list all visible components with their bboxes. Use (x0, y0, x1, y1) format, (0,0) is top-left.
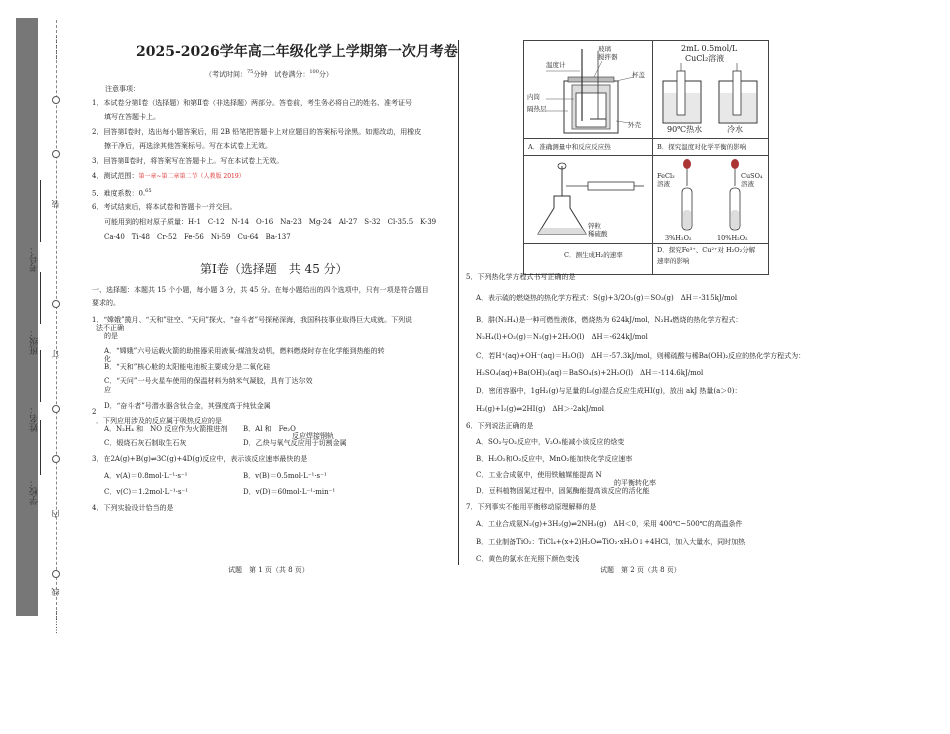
q3-option-c: C．v(C)＝1.2mol·L⁻¹·s⁻¹ (104, 488, 189, 496)
q2-number: 2 (92, 408, 97, 416)
binding-hole (52, 455, 60, 463)
q6-stem: 6．下列说法正确的是 (466, 422, 534, 430)
q2-option-a: A．N₂H₄ 和 NO 反应作为火箭推进剂 (104, 425, 228, 433)
q3-stem: 3．在2A(g)+B(g)⇌3C(g)+4D(g)反应中，表示该反应速率最快的是 (92, 455, 308, 463)
q2-option-b: B．Al 和 Fe₂O (243, 425, 296, 433)
q6-option-c: 的平衡转化率 (614, 479, 656, 487)
q1-option-a: A．“嫦娥”六号运载火箭的助推器采用液氧-煤油发动机，燃料燃烧时存在化学能到热能的转 (104, 347, 385, 355)
q2-stem: ．下列应用涉及的反应属于吸热反应的是 (96, 417, 222, 425)
q5-option-c: H₂SO₄(aq)+Ba(OH)₂(aq)＝BaSO₄(s)+2H₂O(l) ΔH＝-114.6kJ/mol (476, 369, 704, 377)
cell-d-caption: 速率的影响 (657, 257, 690, 265)
page-divider (458, 40, 459, 565)
binding-hole (52, 570, 60, 578)
label-zinc: 锌粒 (588, 222, 601, 230)
class-field-line[interactable] (40, 272, 41, 324)
q3-option-a: A．v(A)＝0.8mol·L⁻¹·s⁻¹ (104, 472, 188, 480)
binding-mark: 线 (51, 588, 60, 596)
q5-option-d: D．密闭容器中，1gH₂(g)与足量的I₂(g)混合反应生成HI(g)，放出 akJ 热量(a＞0)： (476, 387, 742, 395)
q1-option-a: 化 (104, 355, 111, 363)
binding-mark: 装 (51, 200, 60, 208)
label-cold-water: 冷水 (727, 125, 743, 134)
q5-option-c: C．若H⁺(aq)+OH⁻(aq)＝H₂O(l) ΔH＝-57.3kJ/mol，则稀硫酸与稀Ba(OH)₂反应的热化学方程式为： (476, 352, 806, 360)
page-title: 2025-2026学年高二年级化学上学期第一次月考卷 (136, 44, 458, 60)
q5-option-d: H₂(g)+I₂(g)⇌2HI(g) ΔH＞-2akJ/mol (476, 405, 605, 413)
cell-c-figure (524, 156, 652, 243)
q4-stem: 4．下列实验设计恰当的是 (92, 504, 174, 512)
binding-hole (52, 300, 60, 308)
q1-stem: 的是 (104, 332, 118, 340)
label-thermometer: 温度计 (546, 61, 566, 69)
label-cuso4: CuSO₄ (741, 172, 763, 180)
note-line-scope: 4．测试范围：第一章~第二章第二节（人教版 2019） (92, 172, 245, 180)
q3-option-d: D．v(D)＝60mol·L⁻¹·min⁻¹ (243, 488, 336, 496)
cell-a-caption: A．准确测量中和反应反应热 (528, 143, 611, 151)
q5-option-b: N₂H₄(l)+O₂(g)＝N₂(g)+2H₂O(l) ΔH＝-624kJ/mol (476, 333, 648, 341)
label-hot-water: 90℃热水 (667, 125, 703, 134)
q7-option-c: C．黄色的氯水在光照下颜色变浅 (476, 555, 580, 563)
q7-option-a: A．工业合成氨N₂(g)+3H₂(g)⇌2NH₃(g) ΔH＜0，采用 400℃~500℃的高温条件 (476, 520, 743, 528)
q6-option-b: B．H₂O₂和O₂反应中，MnO₂能加快化学反应速率 (476, 455, 633, 463)
q2-option-c: C．煅烧石灰石制取生石灰 (104, 439, 187, 447)
note-line: 可能用到的相对原子质量：H-1 C-12 N-14 O-16 Na-23 Mg-24 Al-27 S-32 Cl-35.5 K-39 (104, 218, 437, 226)
note-line: 2．回答第Ⅰ卷时，选出每小题答案后，用 2B 铅笔把答题卡上对应题目的答案标号涂黑。如需改动，用橡皮 (92, 128, 422, 136)
class-field-label: 班级： (30, 328, 40, 355)
binding-dots: ……… (50, 610, 59, 634)
q2-option-b: 反应焊接钢轨 (292, 432, 334, 440)
binding-hole (52, 96, 60, 104)
cell-b-figure (653, 41, 768, 138)
label-glass: 玻璃 (598, 45, 611, 53)
q1-option-c: C．“天问”一号火星车使用的保温材料为纳米气凝胶，具有丁达尔效 (104, 377, 313, 385)
q1-stem: 1．“嫦娥”揽月、“天和”驻空、“天问”探火、“奋斗者”号探秘深海，我国科技事业取得巨大成就。下列说 (92, 316, 413, 324)
label-dilute-h2so4: 稀硫酸 (588, 230, 608, 238)
q5-option-b: B．肼(N₂H₄)是一种可燃性液体，燃烧热为 624kJ/mol，N₂H₄燃烧的热化学方程式： (476, 316, 743, 324)
catalyst-tubes-diagram (653, 156, 768, 243)
name-field-label: 姓名： (30, 405, 40, 432)
cell-d-figure (653, 156, 768, 243)
label-inner-cup: 内筒 (527, 93, 540, 101)
q5-option-a: A．表示硫的燃烧热的热化学方程式：S(g)+3/2O₂(g)＝SO₃(g) ΔH＝-315kJ/mol (476, 294, 738, 302)
table-divider (524, 138, 768, 139)
label-fecl3: FeCl₃ (657, 172, 675, 180)
name-field-line[interactable] (40, 350, 41, 402)
cell-d-caption: D．探究Fe³⁺、Cu²⁺对 H₂O₂分解 (657, 246, 756, 254)
exam-meta: （考试时间：$^{75}$分钟 试卷满分：$^{100}$分） (205, 69, 333, 79)
label-h2o2-10: 10%H₂O₂ (717, 234, 748, 242)
label-cucl2-conc: 2mL 0.5mol/L (681, 44, 738, 53)
q1-stem: 法不正确 (96, 324, 124, 332)
note-line-difficulty: 5．难度系数：0.65 (92, 188, 152, 198)
cut-line (56, 20, 57, 620)
q3-option-b: B．v(B)＝0.5mol·L⁻¹·s⁻¹ (243, 472, 327, 480)
q1-option-b: B．“天和”核心舱的太阳能电池板主要成分是二氧化硅 (104, 363, 271, 371)
experiment-table (523, 40, 769, 275)
cell-b-caption: B．探究温度对化学平衡的影响 (657, 143, 747, 151)
note-line: Ca-40 Ti-48 Cr-52 Fe-56 Ni-59 Cu-64 Ba-137 (104, 233, 291, 241)
gray-binding-bar (16, 18, 38, 616)
label-outer-shell: 外壳 (628, 121, 641, 129)
cell-c-caption: C．测生成H₂的速率 (564, 251, 623, 259)
note-line: 6．考试结束后，将本试卷和答题卡一并交回。 (92, 203, 237, 211)
note-line: 3．回答第Ⅱ卷时，将答案写在答题卡上。写在本试卷上无效。 (92, 157, 284, 165)
label-cucl2: CuCl₂溶液 (685, 54, 725, 63)
part1-intro: 要求的。 (92, 299, 120, 307)
q5-stem: 5．下列热化学方程式书写正确的是 (466, 273, 576, 281)
q1-option-c: 应 (104, 386, 111, 394)
notes-heading: 注意事项： (105, 85, 140, 93)
footer-left: 试题 第 1 页（共 8 页） (228, 566, 309, 574)
q6-option-c: C．工业合成氨中，使用铁触媒能提高 N (476, 471, 602, 479)
table-divider (524, 243, 768, 244)
binding-mark: 订 (51, 350, 60, 358)
binding-mark: 内 (51, 510, 60, 518)
label-solution: 溶液 (657, 180, 670, 188)
binding-dots: ……… (50, 36, 59, 60)
q6-option-a: A．SO₂与O₂反应中，V₂O₅能减小该反应的焓变 (476, 438, 625, 446)
label-stirrer: 搅拌器 (598, 53, 618, 61)
label-solution: 溶液 (741, 180, 754, 188)
binding-hole (52, 405, 60, 413)
q7-option-b: B．工业制备TiO₂：TiCl₄+(x+2)H₂O⇌TiO₂·xH₂O↓+4HCl，加入大量水，同时加热 (476, 538, 746, 546)
exam-number-label: 考号： (30, 245, 40, 272)
label-insulation: 隔热层 (527, 105, 547, 113)
q1-option-d: D．“奋斗者”号潜水器含钛合金，其强度高于纯钛金属 (104, 402, 271, 410)
footer-right: 试题 第 2 页（共 8 页） (600, 566, 681, 574)
q2-option-d: D．乙炔与氧气反应用于切割金属 (243, 439, 347, 447)
q7-stem: 7．下列事实不能用平衡移动原理解释的是 (466, 503, 597, 511)
cell-a-figure (524, 41, 652, 138)
binding-strip (0, 0, 72, 640)
label-h2o2-3: 3%H₂O₂ (665, 234, 692, 242)
note-line: 擦干净后，再选涂其他答案标号。写在本试卷上无效。 (104, 142, 272, 150)
q6-option-d: D．豆科植物固氮过程中，固氮酶能提高该反应的活化能 (476, 487, 650, 495)
school-field-label: 学校： (30, 478, 40, 505)
exam-number-line[interactable] (40, 180, 41, 242)
label-lid: 杯盖 (632, 71, 645, 79)
part1-heading: 第Ⅰ卷（选择题 共 45 分） (200, 262, 348, 276)
note-line: 填写在答题卡上。 (104, 113, 160, 121)
part1-intro: 一、选择题：本题共 15 个小题，每小题 3 分，共 45 分。在每小题给出的四个选项中，只有一项是符合题目 (92, 286, 429, 294)
note-line: 1．本试卷分第Ⅰ卷（选择题）和第Ⅱ卷（非选择题）两部分。答卷前，考生务必将自己的姓名、准考证号 (92, 99, 412, 107)
binding-hole (52, 150, 60, 158)
